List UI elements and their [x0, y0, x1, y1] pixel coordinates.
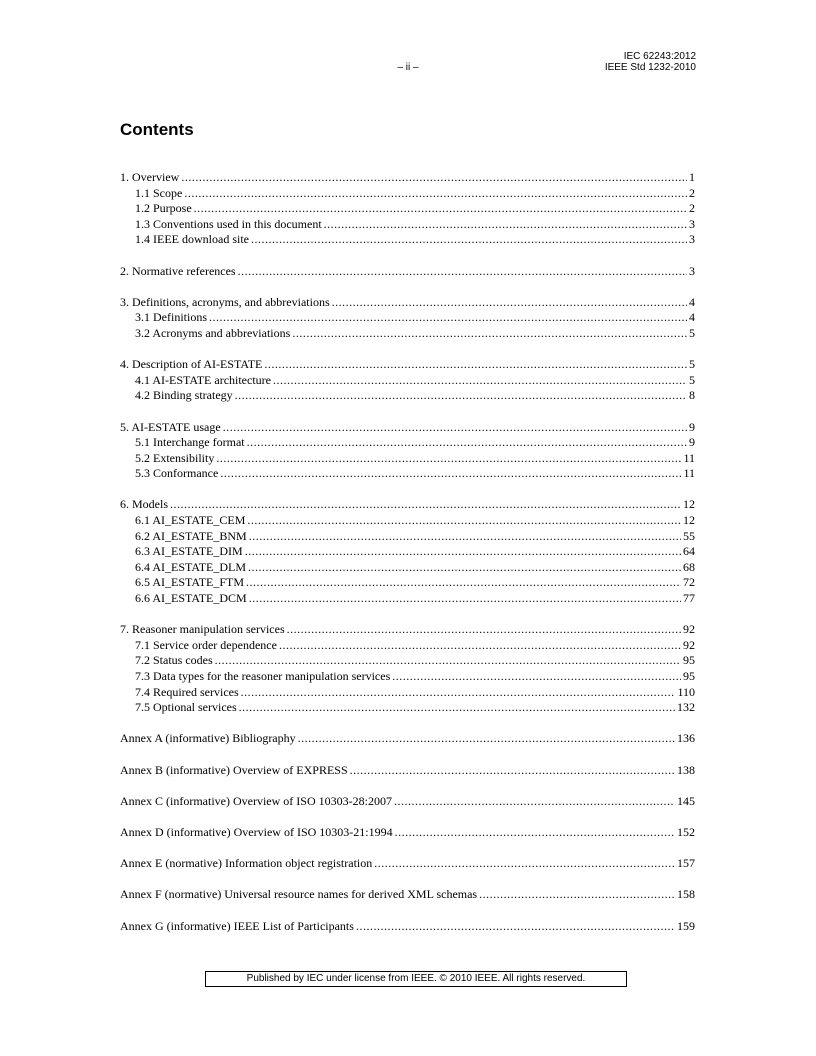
toc-entry-label: Annex C (informative) Overview of ISO 10303-28:2007: [120, 793, 392, 808]
toc-dot-leader: [392, 669, 681, 685]
toc-entry-page: 152: [677, 824, 695, 839]
toc-entry-label: 2. Normative references: [120, 263, 236, 278]
toc-entry[interactable]: [120, 497, 695, 513]
toc-subentry[interactable]: [120, 529, 695, 545]
toc-entry-page: 3: [689, 232, 695, 247]
toc-entry-label: Annex D (informative) Overview of ISO 10303-21:1994: [120, 824, 393, 839]
toc-subentry[interactable]: [120, 451, 695, 467]
toc-entry-label: 1.4 IEEE download site: [135, 232, 249, 247]
toc-entry-label: 5.2 Extensibility: [135, 450, 215, 465]
toc-subentry[interactable]: [120, 560, 695, 576]
toc-entry-label: 4. Description of AI-ESTATE: [120, 357, 263, 372]
toc-entry-label: 7.3 Data types for the reasoner manipulation services: [135, 669, 391, 683]
toc-entry-page: 159: [677, 918, 695, 933]
toc-dot-leader: [249, 529, 681, 545]
toc-dot-leader: [223, 420, 687, 436]
table-of-contents: [120, 170, 695, 934]
toc-entry[interactable]: [120, 856, 695, 872]
toc-entry[interactable]: [120, 420, 695, 436]
toc-subentry[interactable]: [120, 669, 695, 685]
toc-subentry[interactable]: [120, 575, 695, 591]
toc-dot-leader: [220, 466, 681, 482]
toc-entry-label: 3. Definitions, acronyms, and abbreviations: [120, 294, 330, 309]
toc-dot-leader: [298, 731, 675, 747]
toc-entry[interactable]: [120, 763, 695, 779]
toc-dot-leader: [324, 217, 687, 233]
toc-entry-page: 11: [683, 450, 695, 465]
toc-subentry[interactable]: [120, 685, 695, 701]
toc-dot-leader: [170, 497, 681, 513]
toc-dot-leader: [374, 856, 675, 872]
toc-subentry[interactable]: [120, 466, 695, 482]
toc-subentry[interactable]: [120, 513, 695, 529]
toc-entry-page: 95: [683, 669, 695, 683]
standard-line-ieee: IEEE Std 1232-2010: [604, 62, 696, 73]
toc-entry[interactable]: [120, 264, 695, 280]
toc-subentry[interactable]: [120, 653, 695, 669]
toc-entry-page: 5: [689, 325, 695, 340]
toc-dot-leader: [264, 357, 687, 373]
toc-dot-leader: [350, 763, 675, 779]
toc-entry-label: Annex G (informative) IEEE List of Participants: [120, 918, 354, 933]
toc-entry-page: 138: [677, 762, 695, 777]
toc-entry-label: 1.1 Scope: [135, 185, 183, 200]
toc-entry-page: 8: [689, 388, 695, 403]
toc-dot-leader: [356, 919, 675, 935]
page-number: – ii –: [397, 62, 419, 73]
toc-entry[interactable]: [120, 825, 695, 841]
toc-entry-label: 6.4 AI_ESTATE_DLM: [135, 559, 247, 574]
toc-entry-page: 55: [683, 528, 695, 543]
toc-entry-page: 4: [689, 294, 695, 309]
toc-subentry[interactable]: [120, 388, 695, 404]
toc-entry-page: 1: [689, 170, 695, 184]
toc-entry-page: 9: [689, 435, 695, 450]
toc-dot-leader: [209, 310, 687, 326]
toc-entry-page: 5: [689, 357, 695, 372]
toc-entry-label: 6.2 AI_ESTATE_BNM: [135, 528, 247, 543]
toc-dot-leader: [248, 560, 681, 576]
toc-entry-page: 95: [683, 653, 695, 668]
toc-entry-label: 7.4 Required services: [135, 684, 239, 699]
toc-entry-label: 7.5 Optional services: [135, 700, 237, 715]
toc-entry-label: 6.6 AI_ESTATE_DCM: [135, 591, 247, 606]
toc-subentry[interactable]: [120, 700, 695, 716]
toc-entry-label: Annex B (informative) Overview of EXPRESS: [120, 762, 348, 777]
toc-entry-page: 2: [689, 185, 695, 200]
toc-dot-leader: [246, 575, 681, 591]
toc-entry-label: 7.2 Status codes: [135, 653, 213, 668]
toc-entry-page: 72: [683, 575, 695, 590]
toc-entry-page: 145: [677, 793, 695, 808]
toc-entry-label: 1.2 Purpose: [135, 201, 192, 216]
toc-entry-label: 1. Overview: [120, 170, 180, 184]
toc-dot-leader: [479, 887, 675, 903]
toc-dot-leader: [394, 794, 675, 810]
toc-entry-page: 158: [677, 887, 695, 902]
toc-entry[interactable]: [120, 919, 695, 935]
toc-dot-leader: [332, 295, 687, 311]
toc-spacer: [120, 607, 695, 623]
toc-entry-label: 6. Models: [120, 497, 168, 512]
toc-entry-label: 4.2 Binding strategy: [135, 388, 233, 403]
toc-dot-leader: [238, 264, 687, 280]
toc-entry-page: 92: [683, 622, 695, 637]
toc-subentry[interactable]: [120, 435, 695, 451]
toc-entry-page: 136: [677, 731, 695, 746]
toc-dot-leader: [247, 435, 687, 451]
toc-entry-page: 68: [683, 559, 695, 574]
toc-entry-page: 157: [677, 856, 695, 871]
toc-spacer: [120, 404, 695, 420]
toc-dot-leader: [194, 201, 687, 217]
toc-entry[interactable]: [120, 357, 695, 373]
toc-spacer: [120, 872, 695, 888]
toc-entry-label: 5.1 Interchange format: [135, 435, 245, 450]
toc-entry-page: 3: [689, 263, 695, 278]
toc-dot-leader: [241, 685, 676, 701]
toc-dot-leader: [287, 622, 681, 638]
toc-spacer: [120, 248, 695, 264]
toc-entry-label: 7. Reasoner manipulation services: [120, 622, 285, 637]
toc-dot-leader: [235, 388, 687, 404]
toc-entry-page: 64: [683, 544, 695, 559]
toc-subentry[interactable]: [120, 201, 695, 217]
toc-entry[interactable]: [120, 731, 695, 747]
toc-subentry[interactable]: [120, 544, 695, 560]
toc-entry-label: 4.1 AI-ESTATE architecture: [135, 372, 271, 387]
toc-spacer: [120, 342, 695, 358]
toc-dot-leader: [215, 653, 681, 669]
toc-entry[interactable]: [120, 295, 695, 311]
toc-dot-leader: [245, 544, 681, 560]
toc-entry[interactable]: [120, 887, 695, 903]
toc-entry-label: 7.1 Service order dependence: [135, 637, 277, 652]
toc-dot-leader: [279, 638, 681, 654]
toc-spacer: [120, 778, 695, 794]
toc-entry-page: 2: [689, 201, 695, 216]
toc-entry-label: Annex F (normative) Universal resource names for derived XML schemas: [120, 887, 478, 902]
toc-subentry[interactable]: [120, 232, 695, 248]
page-title: Contents: [120, 120, 194, 139]
toc-spacer: [120, 747, 695, 763]
toc-entry-page: 12: [683, 497, 695, 512]
toc-entry-label: Annex A (informative) Bibliography: [120, 731, 296, 746]
toc-dot-leader: [184, 186, 687, 202]
toc-spacer: [120, 279, 695, 295]
toc-spacer: [120, 809, 695, 825]
toc-entry[interactable]: [120, 794, 695, 810]
toc-subentry[interactable]: [120, 186, 695, 202]
toc-entry-page: 9: [689, 419, 695, 434]
toc-entry-label: 3.1 Definitions: [135, 310, 207, 325]
toc-entry-label: Annex E (normative) Information object registration: [120, 856, 373, 871]
toc-dot-leader: [247, 513, 681, 529]
toc-dot-leader: [239, 700, 675, 716]
toc-entry-label: 5.3 Conformance: [135, 466, 219, 481]
toc-subentry[interactable]: [120, 326, 695, 342]
standard-identifier: [605, 51, 696, 73]
toc-entry-page: 3: [689, 216, 695, 231]
copyright-footer: Published by IEC under license from IEEE. © 2010 IEEE. All rights reserved.: [205, 971, 627, 987]
toc-entry[interactable]: [120, 622, 695, 638]
toc-entry-label: 5. AI-ESTATE usage: [120, 419, 221, 434]
toc-entry-page: 77: [683, 591, 695, 606]
toc-entry-label: 6.1 AI_ESTATE_CEM: [135, 513, 246, 528]
toc-entry-page: 5: [689, 372, 695, 387]
standard-line-iec: IEC 62243:2012: [623, 51, 696, 62]
toc-entry-label: 1.3 Conventions used in this document: [135, 216, 322, 231]
toc-dot-leader: [181, 170, 687, 186]
toc-subentry[interactable]: [120, 591, 695, 607]
toc-dot-leader: [216, 451, 681, 467]
toc-subentry[interactable]: [120, 217, 695, 233]
toc-subentry[interactable]: [120, 373, 695, 389]
toc-dot-leader: [395, 825, 675, 841]
toc-entry-page: 110: [677, 684, 695, 699]
toc-dot-leader: [251, 232, 687, 248]
toc-spacer: [120, 482, 695, 498]
toc-dot-leader: [249, 591, 681, 607]
toc-spacer: [120, 841, 695, 857]
toc-entry-page: 92: [683, 637, 695, 652]
toc-entry[interactable]: [120, 170, 695, 186]
toc-dot-leader: [292, 326, 687, 342]
toc-entry-page: 12: [683, 513, 695, 528]
toc-entry-label: 6.3 AI_ESTATE_DIM: [135, 544, 243, 559]
toc-entry-label: 3.2 Acronyms and abbreviations: [135, 325, 291, 340]
toc-dot-leader: [273, 373, 687, 389]
toc-spacer: [120, 903, 695, 919]
toc-spacer: [120, 716, 695, 732]
toc-subentry[interactable]: [120, 638, 695, 654]
toc-subentry[interactable]: [120, 310, 695, 326]
toc-entry-page: 4: [689, 310, 695, 325]
toc-entry-label: 6.5 AI_ESTATE_FTM: [135, 575, 245, 590]
toc-entry-page: 11: [683, 466, 695, 481]
toc-entry-page: 132: [677, 700, 695, 715]
